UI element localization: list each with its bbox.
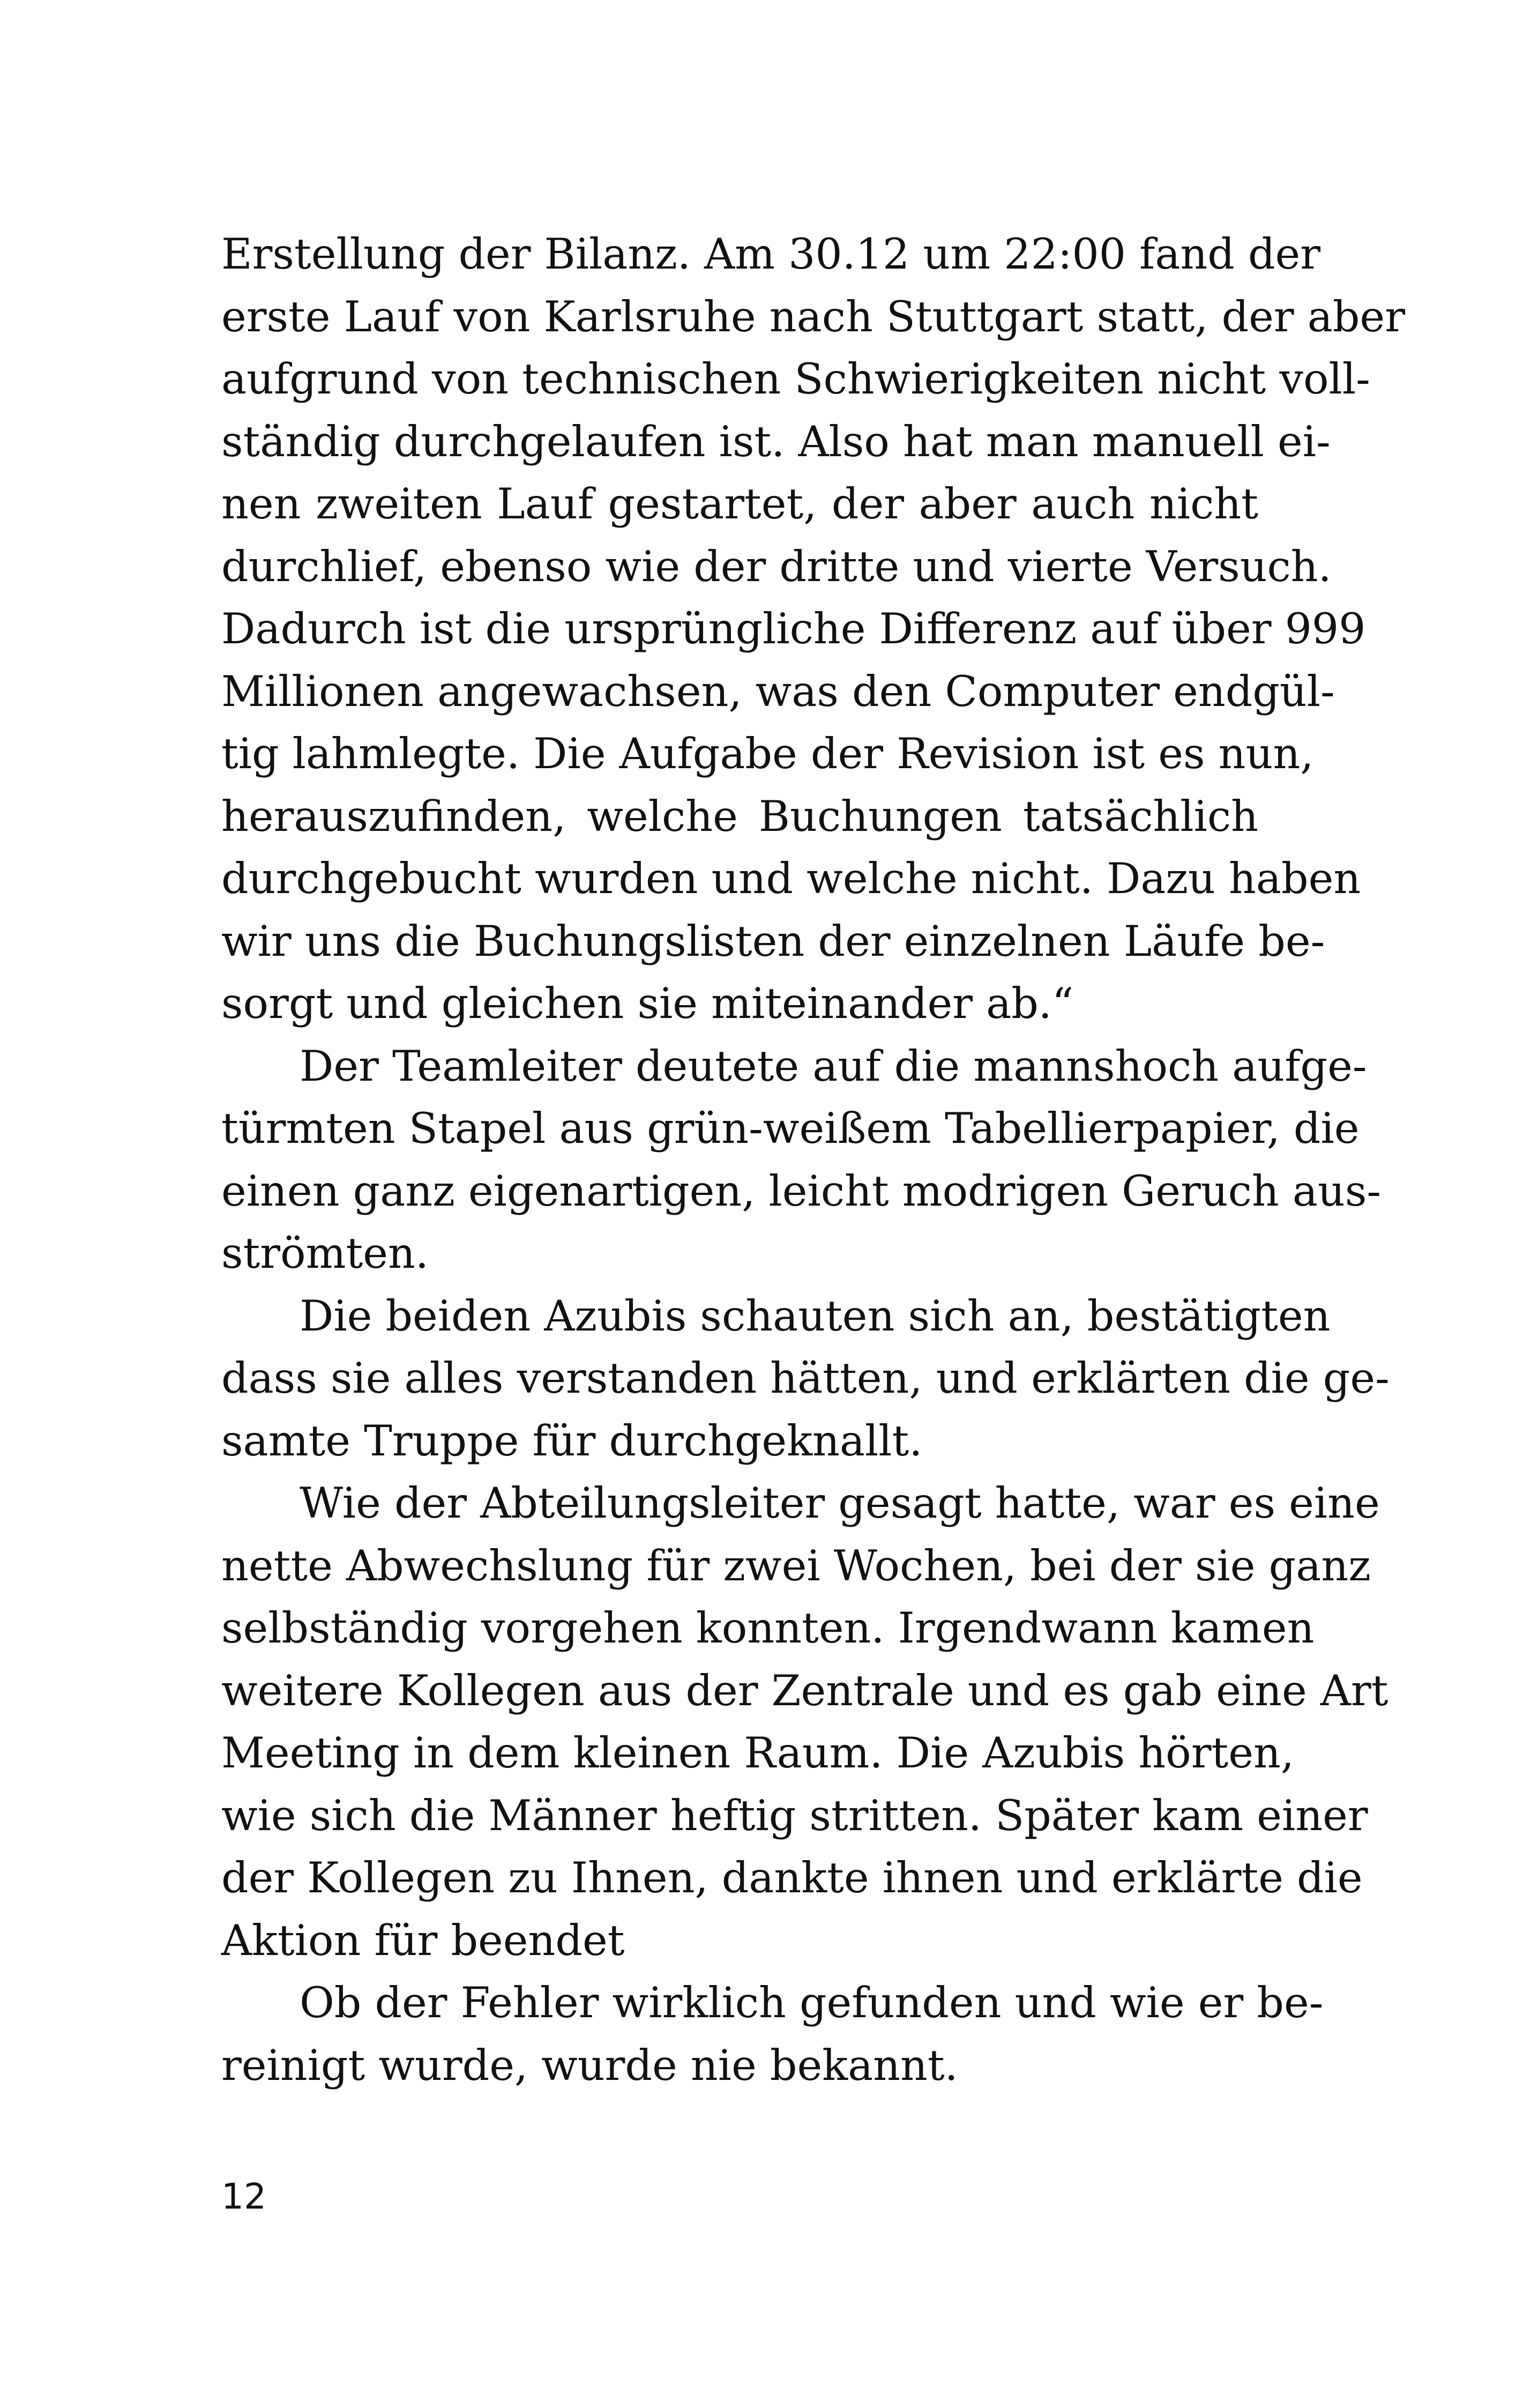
text-line: aufgrund von technischen Schwierigkeiten nicht voll-: [221, 354, 1370, 404]
text-line: Wie der Abteilungsleiter gesagt hatte, war es eine: [300, 1478, 1380, 1528]
paragraph: [221, 1972, 1324, 2097]
text-line: ständig durchgelaufen ist. Also hat man manuell ei-: [221, 417, 1331, 466]
text-line: durchgebucht wurden und welche nicht. Dazu haben: [221, 854, 1361, 903]
text-line: der Kollegen zu Ihnen, dankte ihnen und erklärte die: [221, 1853, 1363, 1902]
text-line: Meeting in dem kleinen Raum. Die Azubis hörten,: [221, 1728, 1294, 1778]
paragraph: [221, 1035, 1382, 1285]
text-line: Der Teamleiter deutete auf die mannshoch aufge-: [300, 1041, 1367, 1091]
text-line: dass sie alles verstanden hätten, und erklärten die ge-: [221, 1354, 1390, 1403]
text-line: samte Truppe für durchgeknallt.: [221, 1416, 923, 1466]
text-line: Millionen angewachsen, was den Computer endgül-: [221, 666, 1335, 716]
text-line: Die beiden Azubis schauten sich an, bestätigten: [300, 1291, 1331, 1341]
text-line: weitere Kollegen aus der Zentrale und es gab eine Art: [221, 1666, 1388, 1715]
text-line: sorgt und gleichen sie miteinander ab.“: [221, 979, 1074, 1028]
text-line: wir uns die Buchungslisten der einzelnen Läufe be-: [221, 916, 1325, 966]
paragraph: [221, 1285, 1390, 1473]
text-line: wie sich die Männer heftig stritten. Später kam einer: [221, 1790, 1368, 1840]
text-line: Dadurch ist die ursprüngliche Differenz auf über 999: [221, 604, 1366, 653]
text-line: Erstellung der Bilanz. Am 30.12 um 22:00 fand der: [221, 229, 1321, 279]
body-text: [221, 223, 1405, 2097]
text-line: tig lahmlegte. Die Aufgabe der Revision ist es nun,: [221, 729, 1314, 778]
text-line: reinigt wurde, wurde nie bekannt.: [221, 2040, 958, 2090]
text-line: erste Lauf von Karlsruhe nach Stuttgart statt, der aber: [221, 292, 1405, 341]
text-line: Aktion für beendet: [221, 1915, 625, 1965]
text-line: nen zweiten Lauf gestartet, der aber auch nicht: [221, 479, 1258, 529]
text-line: türmten Stapel aus grün-weißem Tabellierpapier, die: [221, 1104, 1360, 1153]
text-line: herauszufinden, welche Buchungen tatsächlich: [221, 791, 1258, 841]
paragraph: [221, 1472, 1388, 1972]
text-line: strömten.: [221, 1229, 429, 1278]
text-line: einen ganz eigenartigen, leicht modrigen Geruch aus-: [221, 1166, 1382, 1216]
text-line: durchlief, ebenso wie der dritte und vierte Versuch.: [221, 541, 1332, 591]
text-line: Ob der Fehler wirklich gefunden und wie er be-: [300, 1978, 1324, 2027]
page-number: 12: [221, 2176, 266, 2217]
text-line: nette Abwechslung für zwei Wochen, bei der sie ganz: [221, 1541, 1371, 1591]
text-line: selbständig vorgehen konnten. Irgendwann kamen: [221, 1603, 1315, 1653]
paragraph: [221, 223, 1405, 1035]
